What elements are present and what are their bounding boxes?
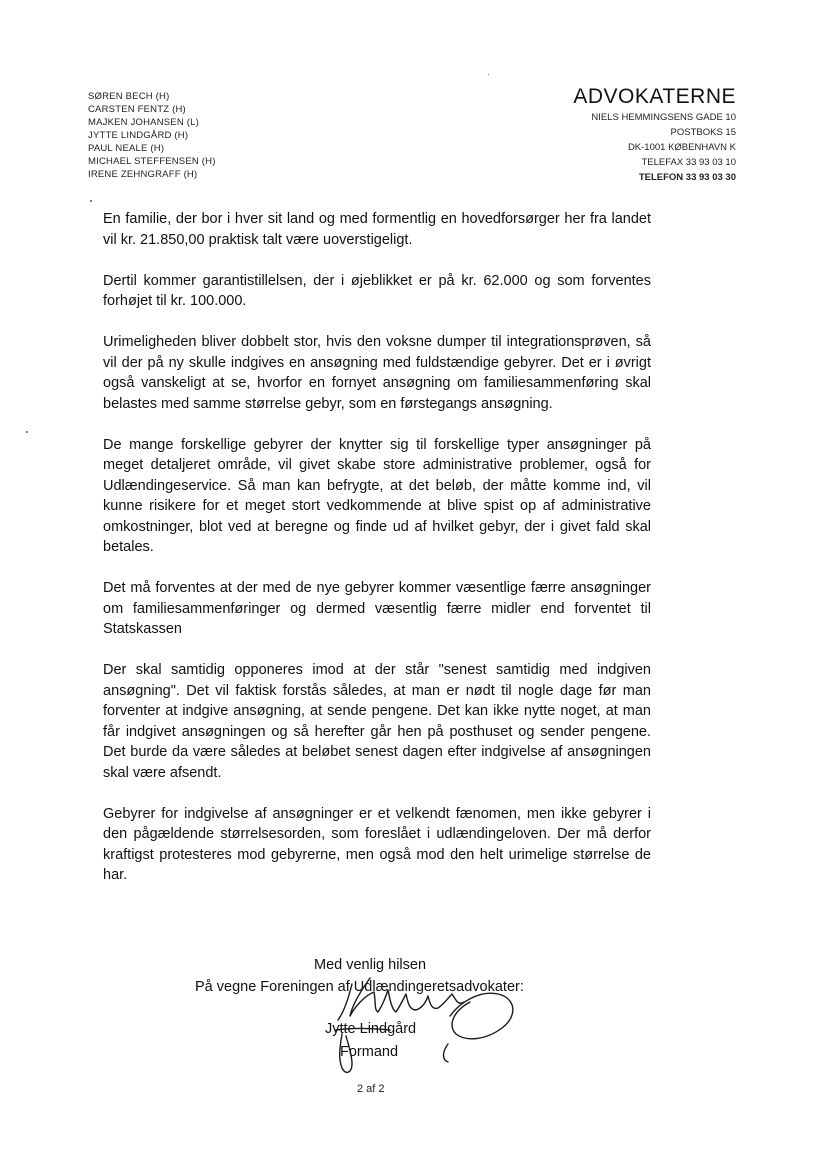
handwritten-signature: [330, 972, 530, 1082]
firm-address-box: POSTBOKS 15: [670, 127, 736, 138]
firm-address-street: NIELS HEMMINGSENS GADE 10: [591, 112, 736, 123]
firm-phone: TELEFON 33 93 03 30: [638, 172, 736, 183]
partner-name: CARSTEN FENTZ (H): [88, 104, 186, 115]
closing-on-behalf: På vegne Foreningen af Udlændingeretsadvokater:: [195, 979, 524, 995]
partner-name: PAUL NEALE (H): [88, 143, 165, 154]
partner-name: IRENE ZEHNGRAFF (H): [88, 169, 198, 180]
scan-speck: [26, 431, 28, 433]
scan-speck: [488, 74, 489, 75]
partner-list: [88, 90, 216, 181]
firm-address-city: DK-1001 KØBENHAVN K: [627, 142, 736, 153]
body-paragraph: Gebyrer for indgivelse af ansøgninger er et velkendt fænomen, men ikke gebyrer i den pågældende størrelsesorden, som foreslået i udlændingeloven. Der må derfor kraftigst protesteres mod gebyrerne, men også mod den helt urimelige størrelse de har.: [103, 805, 651, 883]
partner-name: MICHAEL STEFFENSEN (H): [88, 156, 216, 167]
partner-name: MAJKEN JOHANSEN (L): [88, 117, 199, 128]
signer-name: Jytte Lindgård: [325, 1021, 417, 1037]
body-paragraph: Det må forventes at der med de nye gebyrer kommer væsentlige færre ansøgninger om familiesammenføringer og dermed væsentlig færre midler end forventet til Statskassen: [103, 580, 651, 637]
signer-title: Formand: [340, 1044, 399, 1060]
body-paragraph: Dertil kommer garantistillelsen, der i øjeblikket er på kr. 62.000 og som forventes forhøjet til kr. 100.000.: [103, 272, 651, 309]
body-paragraph: En familie, der bor i hver sit land og med formentlig en hovedforsørger her fra landet vil kr. 21.850,00 praktisk talt være uoverstigeligt.: [103, 211, 651, 248]
body-paragraph: De mange forskellige gebyrer der knytter sig til forskellige typer ansøgninger på meget detaljeret område, vil givet skabe store administrative problemer, også for Udlændingeservice. Så man kan befrygte, at det beløb, der måtte komme ind, vil kunne risikere for et meget stort vedkommende at blive spist op af administrative omkostninger, blot ved at beregne og finde ud af hvilket gebyr, der i givet fald skal betales.: [103, 436, 651, 555]
firm-name: ADVOKATERNE: [573, 85, 736, 108]
body-paragraph: Urimeligheden bliver dobbelt stor, hvis den voksne dumper til integrationsprøven, så vil der på ny skulle indgives en ansøgning med fuldstændige gebyrer. Det er i øvrigt også vanskeligt at se, hvorfor en fornyet ansøgning om familiesammenføring skal belastes med samme størrelse gebyr, som en førstegangs ansøgning.: [103, 334, 651, 412]
scan-speck: [90, 200, 92, 202]
page-number: 2 af 2: [357, 1083, 385, 1095]
closing-greeting: Med venlig hilsen: [314, 957, 427, 973]
firm-fax: TELEFAX 33 93 03 10: [641, 157, 736, 168]
firm-letterhead: [573, 84, 736, 185]
partner-name: JYTTE LINDGÅRD (H): [88, 130, 189, 141]
body-paragraph: Der skal samtidig opponeres imod at der står "senest samtidig med indgiven ansøgning". Det vil faktisk forstås således, at man er nødt til nogle dage før man forventer at indgive ansøgning, at sende pengene. Det kan ikke nytte noget, at man får indgivet ansøgningen og så herefter går hen på posthuset og sender pengene. Det burde da være således at beløbet senest dagen efter indgivelse af ansøgningen skal være afsendt.: [103, 662, 651, 781]
letter-body: [103, 209, 651, 906]
partner-name: SØREN BECH (H): [88, 91, 170, 102]
